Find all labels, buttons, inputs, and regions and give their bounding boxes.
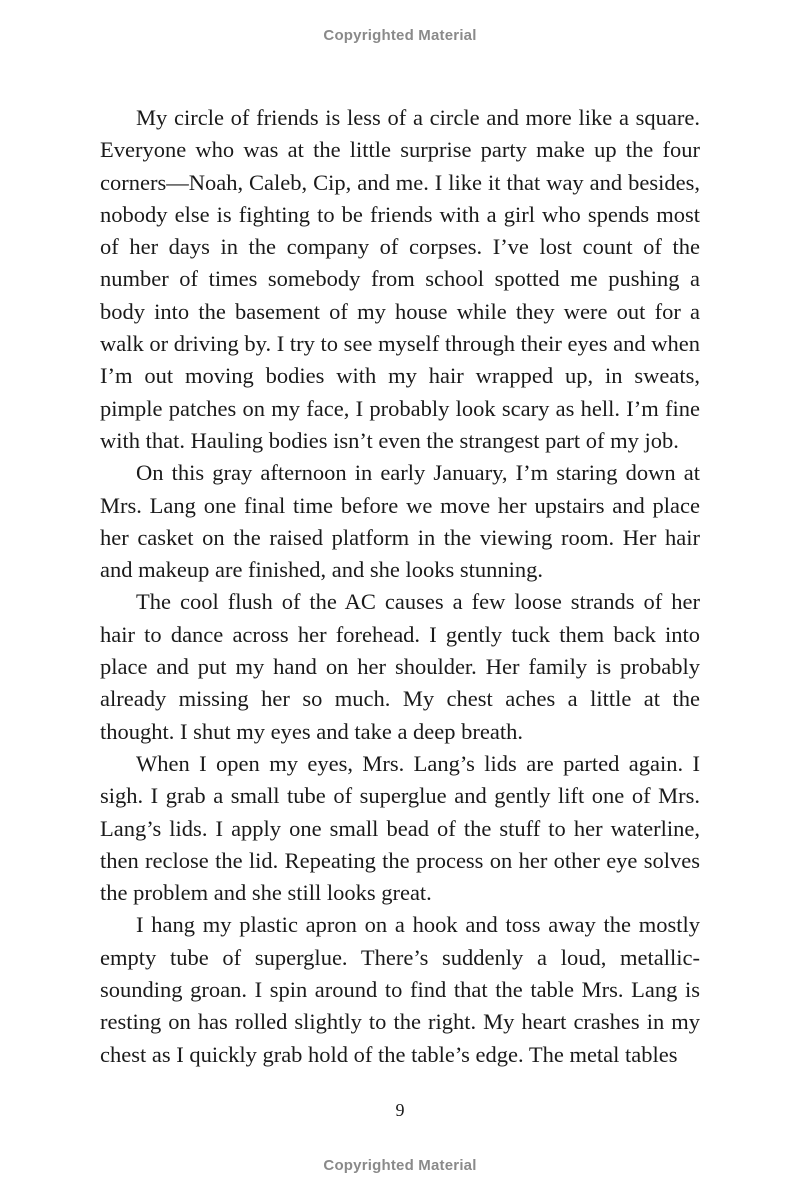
paragraph: I hang my plastic apron on a hook and toss away the mostly empty tube of superglue. There’s suddenly a loud, metallic-sounding groan. I spin around to find that the table Mrs. Lang is resting on has rolled slightly to the right. My heart crashes in my chest as I quickly grab hold of the table’s edge. The metal tables <box>100 912 700 1067</box>
copyright-watermark-bottom: Copyrighted Material <box>323 1157 477 1174</box>
paragraph: The cool flush of the AC causes a few loose strands of her hair to dance across her forehead. I gently tuck them back into place and put my hand on her shoulder. Her family is probably already missing her so much. My chest aches a little at the thought. I shut my eyes and take a deep breath. <box>100 589 700 744</box>
paragraph: My circle of friends is less of a circle and more like a square. Everyone who was at the little surprise party make up the four corners—Noah, Caleb, Cip, and me. I like it that way and besides, nobody else is fighting to be friends with a girl who spends most of her days in the company of corpses. I’ve lost count of the number of times somebody from school spotted me pushing a body into the basement of my house while they were out for a walk or driving by. I try to see myself through their eyes and when I’m out moving bodies with my hair wrapped up, in sweats, pimple patches on my face, I probably look scary as hell. I’m fine with that. Hauling bodies isn’t even the strangest part of my job. <box>100 105 700 453</box>
paragraph: When I open my eyes, Mrs. Lang’s lids are parted again. I sigh. I grab a small tube of superglue and gently lift one of Mrs. Lang’s lids. I apply one small bead of the stuff to her waterline, then reclose the lid. Repeating the process on her other eye solves the problem and she still looks great. <box>100 750 700 906</box>
page-number: 9 <box>395 1100 405 1120</box>
paragraph: On this gray afternoon in early January, I’m staring down at Mrs. Lang one final time before we move her upstairs and place her casket on the raised platform in the viewing room. Her hair and makeup are finished, and she looks stunning. <box>100 460 700 583</box>
copyright-watermark-top: Copyrighted Material <box>323 27 477 44</box>
page-body <box>100 102 700 1071</box>
